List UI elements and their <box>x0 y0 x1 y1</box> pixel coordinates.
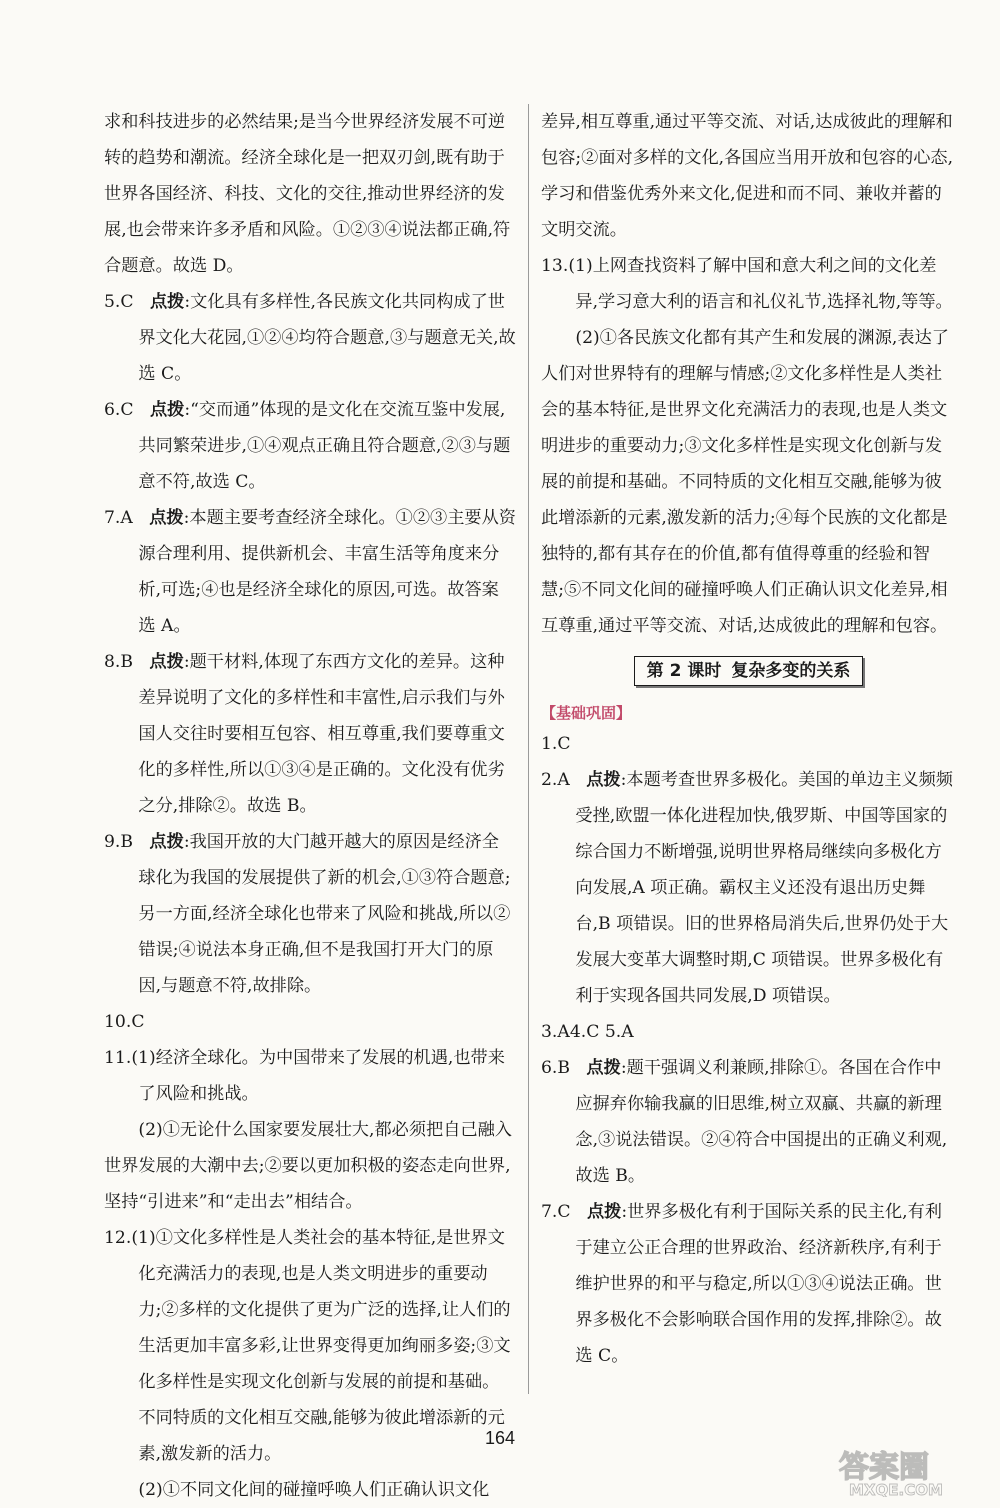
answer-number: 7.A <box>104 508 133 528</box>
answer-item <box>104 1040 516 1112</box>
answer-number: 11. <box>104 1048 132 1068</box>
hint-keyword: 点拨 <box>586 1202 622 1222</box>
watermark-text-en: MXQE.COM <box>849 1481 943 1497</box>
answer-continuation <box>104 104 516 284</box>
answer-text: (2)①无论什么国家要发展壮大,都必须把自己融入世界发展的大潮中去;②要以更加积极的姿态走向世界,坚持“引进来”和“走出去”相结合。 <box>104 1120 512 1212</box>
right-column <box>541 104 956 1374</box>
answer-item <box>541 762 956 1014</box>
answer-text: :“交而通”体现的是文化在交流互鉴中发展,共同繁荣进步,①④观点正确且符合题意,②③与题意不符,故选 C。 <box>138 400 511 492</box>
answer-text: (1)①文化多样性是人类社会的基本特征,是世界文化充满活力的表现,也是人类文明进步的重要动力;②多样的文化提供了更为广泛的选择,让人们的生活更加丰富多彩,让世界变得更加绚丽多姿;③文化多样性是实现文化创新与发展的前提和基础。不同特质的文化相互交融,能够为彼此增添新的元素,激发新的活力。 <box>131 1228 511 1464</box>
answer-text: :本题考查世界多极化。美国的单边主义频频受挫,欧盟一体化进程加快,俄罗斯、中国等国家的综合国力不断增强,说明世界格局继续向多极化方向发展,A 项正确。霸权主义还没有退出历史舞台,B 项错误。旧的世界格局消失后,世界仍处于大发展大变革大调整时期,C 项错误。世界多极化有利于实现各国共同发展,D 项错误。 <box>575 770 953 1006</box>
section-heading-wrap <box>541 656 956 686</box>
left-column <box>104 104 516 1508</box>
answer-text: :世界多极化有利于国际关系的民主化,有利于建立公正合理的世界政治、经济新秩序,有利于维护世界的和平与稳定,所以①③④说法正确。世界多极化不会影响联合国作用的发挥,排除②。故选 C。 <box>575 1202 942 1366</box>
answer-text: (2)①不同文化间的碰撞呼唤人们正确认识文化 <box>138 1480 490 1500</box>
answer-item <box>541 1014 956 1050</box>
answer-subpart <box>104 1112 516 1220</box>
answer-number: 1.C <box>541 734 571 754</box>
watermark-text-cn: 答案圈 <box>839 1450 929 1485</box>
answer-item <box>541 1050 956 1194</box>
answer-item <box>541 1194 956 1374</box>
answer-number: 6.B <box>541 1058 571 1078</box>
answer-text: (1)上网查找资料了解中国和意大利之间的文化差异,学习意大利的语言和礼仪礼节,选择礼物,等等。 <box>568 256 953 312</box>
answer-item <box>541 726 956 762</box>
hint-keyword: 点拨 <box>586 770 621 790</box>
answer-item <box>104 284 516 392</box>
hint-keyword: 点拨 <box>149 400 185 420</box>
answer-continuation <box>541 104 956 248</box>
answer-number: 2.A <box>541 770 570 790</box>
watermark-logo <box>835 1445 995 1497</box>
answer-number: 8.B <box>104 652 134 672</box>
answer-text: :文化具有多样性,各民族文化共同构成了世界文化大花园,①②④均符合题意,③与题意无关,故选 C。 <box>138 292 516 384</box>
answer-item <box>104 824 516 1004</box>
answer-number: 12. <box>104 1228 132 1248</box>
answer-subpart <box>541 320 956 644</box>
answer-text: :题干材料,体现了东西方文化的差异。这种差异说明了文化的多样性和丰富性,启示我们与外国人交往时要相互包容、相互尊重,我们要尊重文化的多样性,所以①③④是正确的。文化没有优劣之分,排除②。故选 B。 <box>138 652 505 816</box>
answer-number: 5.C <box>104 292 134 312</box>
answer-text: 差异,相互尊重,通过平等交流、对话,达成彼此的理解和包容;②面对多样的文化,各国应当用开放和包容的心态,学习和借鉴优秀外来文化,促进和而不同、兼收并蓄的文明交流。 <box>541 112 954 240</box>
answer-text: 求和科技进步的必然结果;是当今世界经济发展不可逆转的趋势和潮流。经济全球化是一把双刃剑,既有助于世界各国经济、科技、文化的交往,推动世界经济的发展,也会带来许多矛盾和风险。①②③④说法都正确,符合题意。故选 D。 <box>104 112 511 276</box>
hint-keyword: 点拨 <box>149 292 185 312</box>
answer-text: (2)①各民族文化都有其产生和发展的渊源,表达了人们对世界特有的理解与情感;②文化多样性是人类社会的基本特征,是世界文化充满活力的表现,也是人类文明进步的重要动力;③文化多样性是实现文化创新与发展的前提和基础。不同特质的文化相互交融,能够为彼此增添新的元素,激发新的活力;④每个民族的文化都是独特的,都有其存在的价值,都有值得尊重的经验和智慧;⑤不同文化间的碰撞呼唤人们正确认识文化差异,相互尊重,通过平等交流、对话,达成彼此的理解和包容。 <box>541 328 949 636</box>
answer-number: 10.C <box>104 1012 145 1032</box>
lesson-title: 复杂多变的关系 <box>731 661 851 681</box>
page-number: 164 <box>484 1428 516 1448</box>
hint-keyword: 点拨 <box>149 832 184 852</box>
column-divider <box>528 104 529 1394</box>
answer-item <box>541 248 956 320</box>
answer-item <box>104 392 516 500</box>
answer-number: 3.A <box>541 1022 570 1042</box>
lesson-label: 第 2 课时 <box>646 661 722 681</box>
section-tag: 【基础巩固】 <box>541 704 632 722</box>
hint-keyword: 点拨 <box>149 652 184 672</box>
answer-text: :题干强调义利兼顾,排除①。各国在合作中应摒弃你输我赢的旧思维,树立双赢、共赢的新理念,③说法错误。②④符合中国提出的正确义利观,故选 B。 <box>575 1058 948 1186</box>
answer-number: 7.C <box>541 1202 571 1222</box>
answer-number: 6.C <box>104 400 134 420</box>
section-heading <box>634 656 864 686</box>
hint-keyword: 点拨 <box>149 508 184 528</box>
answer-text: (1)经济全球化。为中国带来了发展的机遇,也带来了风险和挑战。 <box>131 1048 505 1104</box>
answer-item <box>104 644 516 824</box>
hint-keyword: 点拨 <box>586 1058 621 1078</box>
answer-subpart <box>104 1472 516 1508</box>
answer-item <box>104 1004 516 1040</box>
answer-number: 9.B <box>104 832 134 852</box>
answer-number: 13. <box>541 256 569 276</box>
answer-text: :本题主要考查经济全球化。①②③主要从资源合理利用、提供新机会、丰富生活等角度来分析,可选;④也是经济全球化的原因,可选。故答案选 A。 <box>138 508 516 636</box>
answer-text: :我国开放的大门越开越大的原因是经济全球化为我国的发展提供了新的机会,①③符合题意;另一方面,经济全球化也带来了风险和挑战,所以②错误;④说法本身正确,但不是我国打开大门的原因,与题意不符,故排除。 <box>138 832 511 996</box>
answer-text: 4.C 5.A <box>569 1022 634 1042</box>
answer-item <box>104 500 516 644</box>
